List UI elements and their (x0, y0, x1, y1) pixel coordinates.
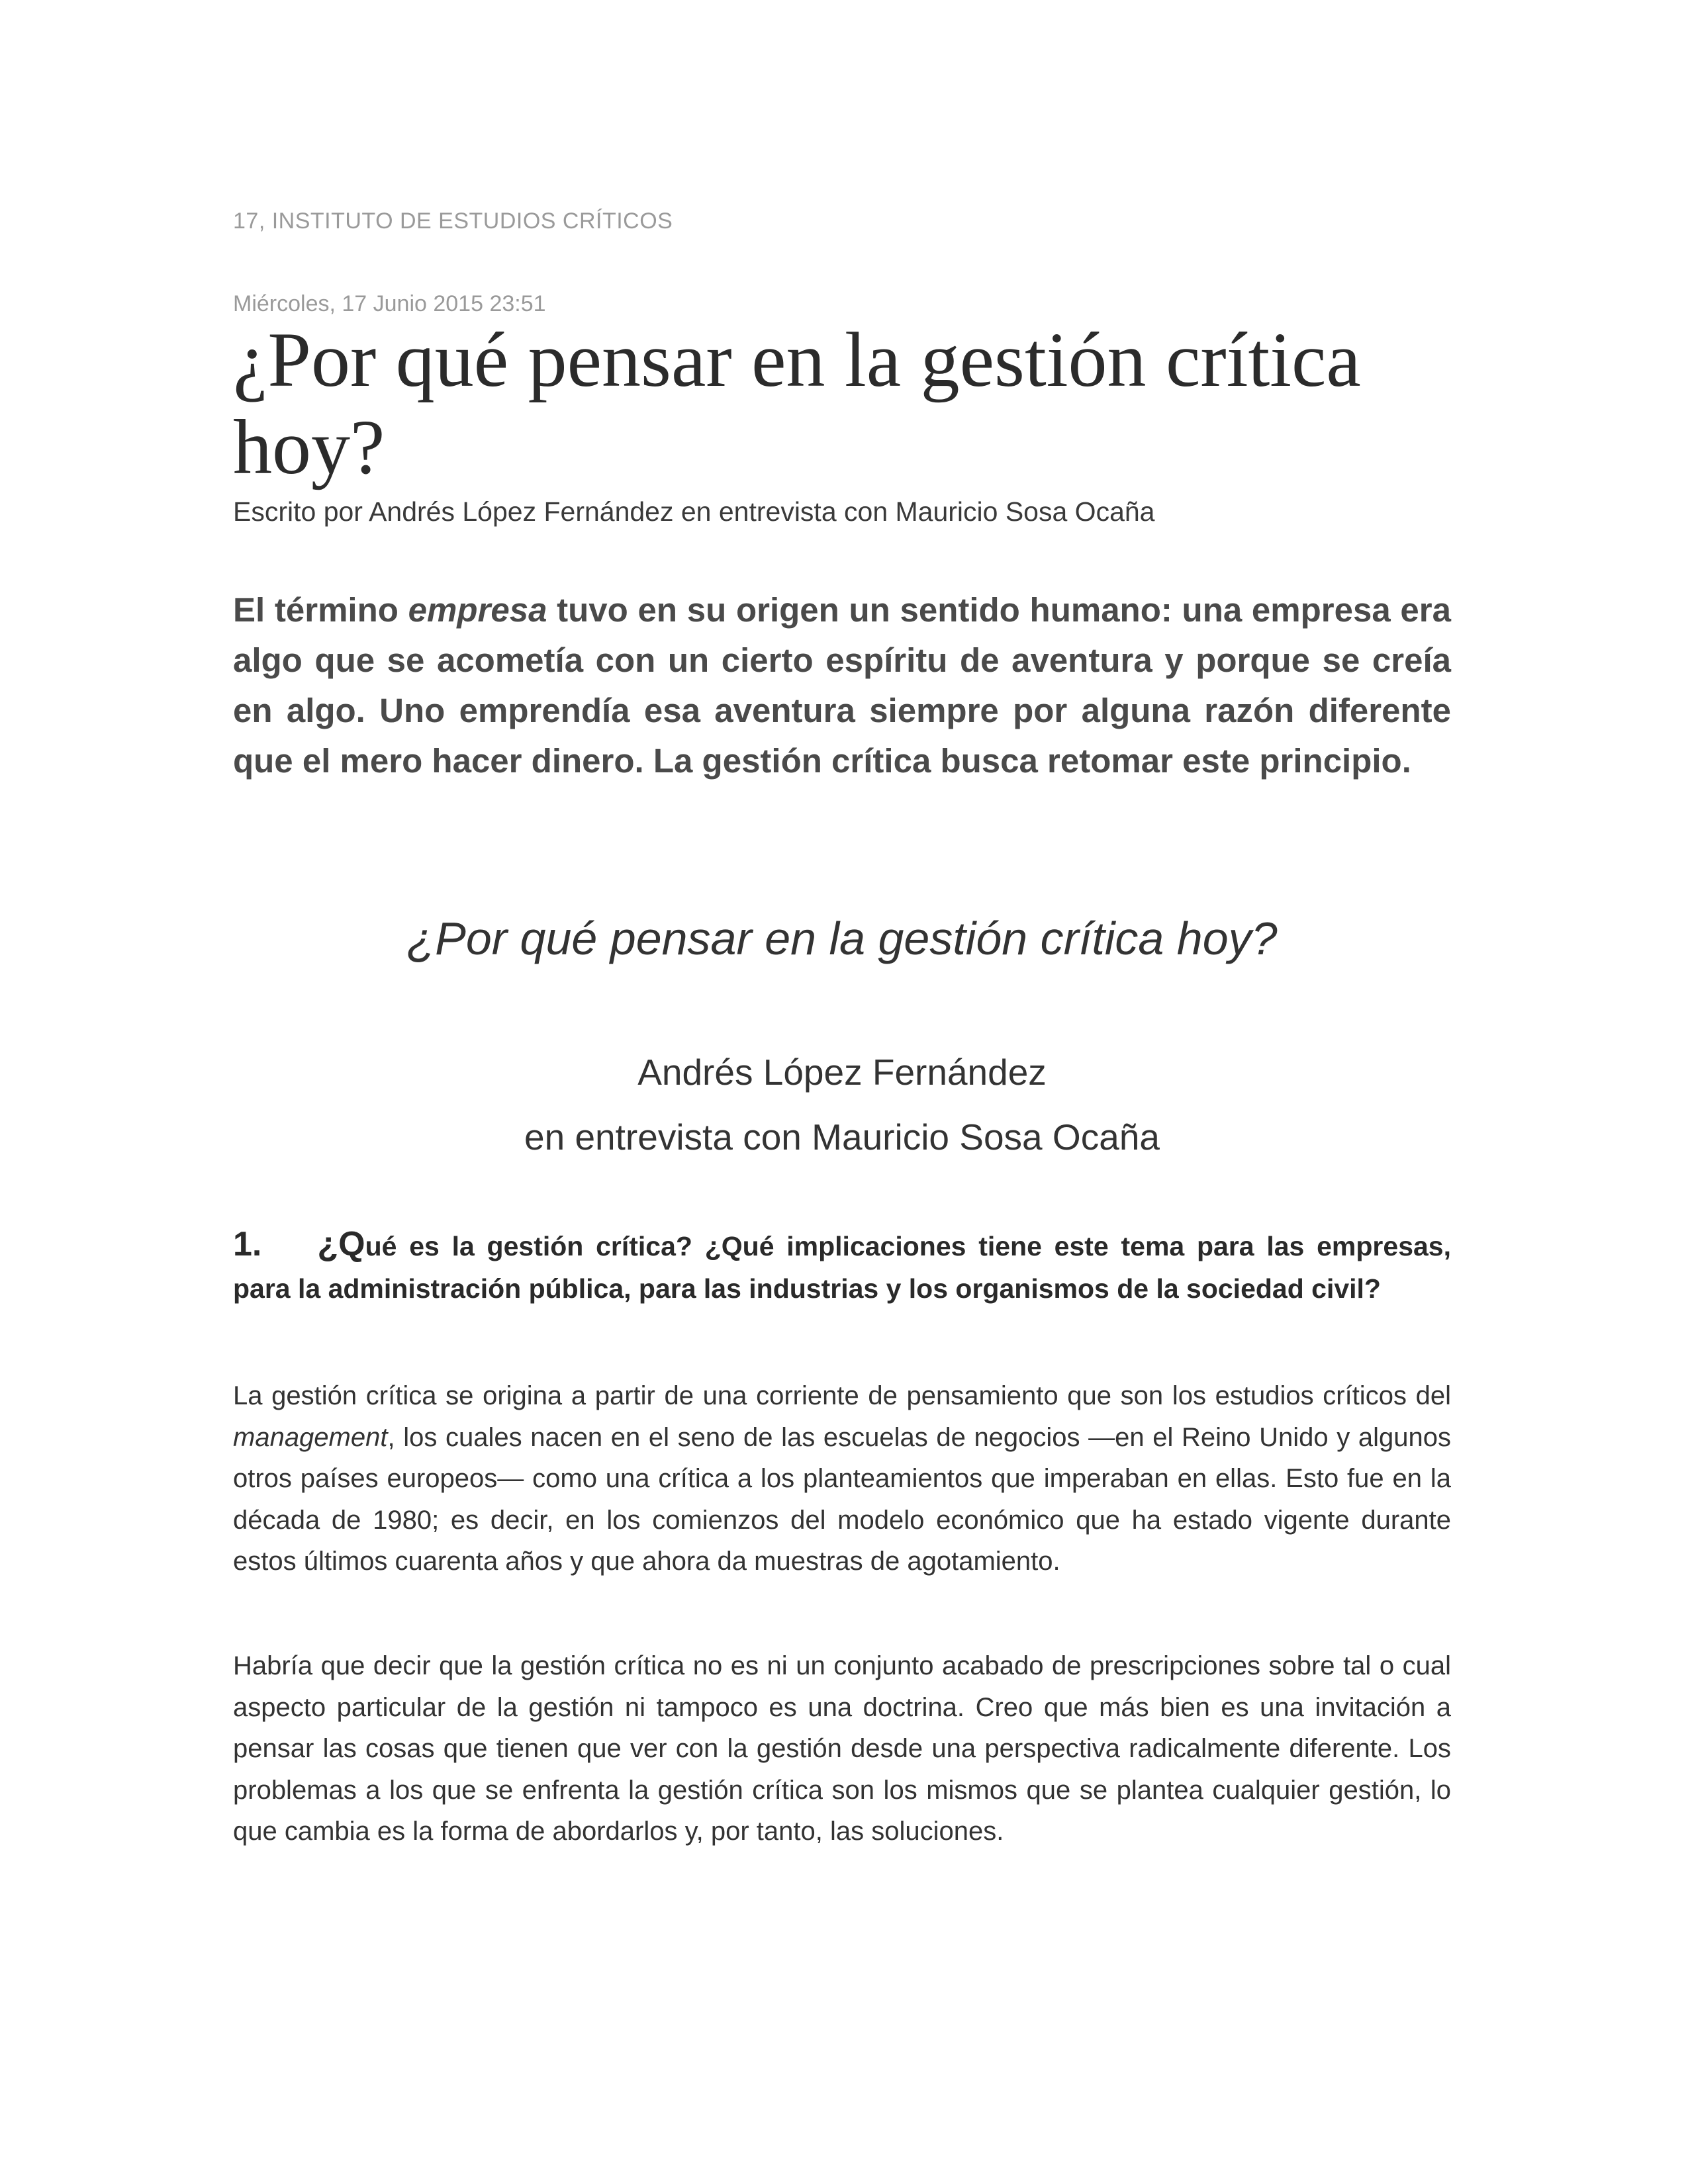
lead-text-before: El término (233, 591, 408, 629)
body-paragraph-1 (233, 1375, 1451, 1582)
lead-paragraph (233, 585, 1451, 786)
paragraph-1-before: La gestión crítica se origina a partir de una corriente de pensamiento que son los estudios críticos del (233, 1381, 1451, 1410)
author-name: Andrés López Fernández (637, 1052, 1047, 1093)
question-opening: ¿Q (317, 1225, 365, 1263)
paragraph-1-after: , los cuales nacen en el seno de las escuelas de negocios —en el Reino Unido y algunos otros países europeos— como una crítica a los planteamientos que imperaban en ellas. Esto fue en la década de 1980; es decir, en los comienzos del modelo económico que ha estado vigente durante estos últimos cuarenta años y que ahora da muestras de agotamiento. (233, 1422, 1451, 1576)
paragraph-1-emphasis: management (233, 1422, 388, 1452)
interview-line: en entrevista con Mauricio Sosa Ocaña (524, 1116, 1160, 1158)
body-paragraph-2: Habría que decir que la gestión crítica no es ni un conjunto acabado de prescripciones sobre tal o cual aspecto particular de la gestión ni tampoco es una doctrina. Creo que más bien es una invitación a pensar las cosas que tienen que ver con la gestión desde una perspectiva radicalmente diferente. Los problemas a los que se enfrenta la gestión crítica son los mismos que se plantea cualquier gestión, lo que cambia es la forma de abordarlos y, por tanto, las soluciones. (233, 1651, 1451, 1846)
publish-date: Miércoles, 17 Junio 2015 23:51 (233, 291, 546, 316)
question-text: ué es la gestión crítica? ¿Qué implicaciones tiene este tema para las empresas, para la administración pública, para las industrias y los organismos de la sociedad civil? (233, 1231, 1451, 1304)
byline: Escrito por Andrés López Fernández en entrevista con Mauricio Sosa Ocaña (233, 496, 1155, 527)
section-kicker: 17, INSTITUTO DE ESTUDIOS CRÍTICOS (233, 208, 673, 234)
lead-text-after: tuvo en su origen un sentido humano: una empresa era algo que se acometía con un cierto espíritu de aventura y porque se creía en algo. Uno emprendía esa aventura siempre por alguna razón diferente que el mero hacer dinero. La gestión crítica busca retomar este principio. (233, 591, 1452, 780)
lead-emphasis: empresa (408, 591, 547, 629)
question-heading (233, 1223, 1451, 1310)
section-subtitle: ¿Por qué pensar en la gestión crítica hoy? (406, 913, 1278, 964)
article-title: ¿Por qué pensar en la gestión crítica hoy? (233, 316, 1361, 490)
question-number: 1. (233, 1225, 262, 1263)
